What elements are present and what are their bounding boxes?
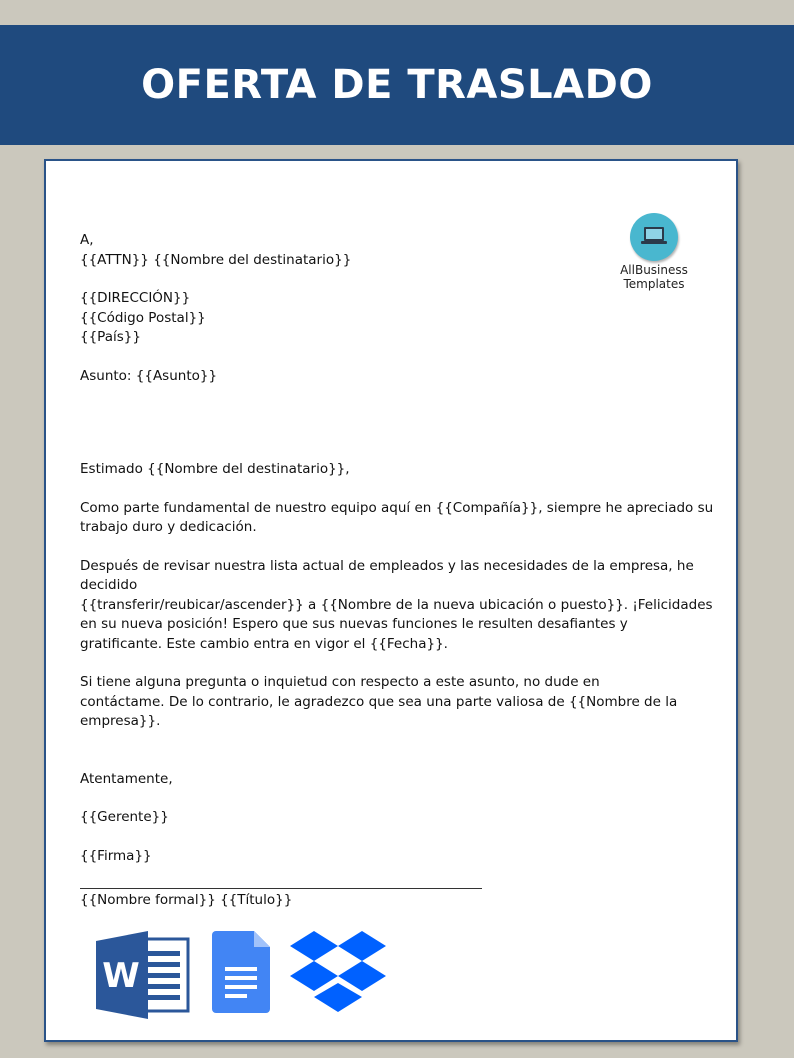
postal-line: {{Código Postal}} [80,309,206,326]
svg-text:W: W [102,956,140,996]
paragraph-2-line-1: Después de revisar nuestra lista actual de empleados y las necesidades de la empresa, he decidido [80,557,694,593]
paragraph-3-line-1: Si tiene alguna pregunta o inquietud con respecto a este asunto, no dude en [80,674,600,690]
subject-line: Asunto: {{Asunto}} [80,367,218,384]
address-line: {{DIRECCIÓN}} [80,290,191,306]
word-icon[interactable] [96,931,190,1019]
attn-line: {{ATTN}} {{Nombre del destinatario}} [80,251,352,268]
manager-placeholder: {{Gerente}} [80,809,169,825]
letter-page [44,159,738,1042]
logo-line-1: AllBusiness [620,263,688,277]
paragraph-2-line-4: gratificante. Este cambio entra en vigor el {{Fecha}}. [80,635,448,652]
page-title: OFERTA DE TRASLADO [141,62,653,108]
paragraph-2-line-3: en su nueva posición! Espero que sus nuevas funciones le resulten desafiantes y [80,616,628,632]
title-banner [0,25,794,145]
greeting: Estimado {{Nombre del destinatario}}, [80,461,350,477]
paragraph-2-line-2: {{transferir/reubicar/ascender}} a {{Nombre de la nueva ubicación o puesto}}. ¡Felicidades [80,596,713,613]
signature-placeholder: {{Firma}} [80,847,152,864]
paragraph-3-line-2: contáctame. De lo contrario, le agradezco que sea una parte valiosa de {{Nombre de la empresa}}. [80,693,678,729]
formal-name-title: {{Nombre formal}} {{Título}} [80,892,293,908]
logo-line-2: Templates [623,277,685,291]
salutation-to: A, [80,232,94,248]
paragraph-1-line-2: trabajo duro y dedicación. [80,519,257,535]
dropbox-icon[interactable] [290,931,386,1019]
letter-body [80,231,720,911]
signature-line [80,888,482,889]
paragraph-1-line-1: Como parte fundamental de nuestro equipo aquí en {{Compañía}}, siempre he apreciado su [80,499,714,516]
google-docs-icon[interactable] [212,931,272,1013]
closing: Atentamente, [80,770,173,787]
country-line: {{País}} [80,329,141,345]
